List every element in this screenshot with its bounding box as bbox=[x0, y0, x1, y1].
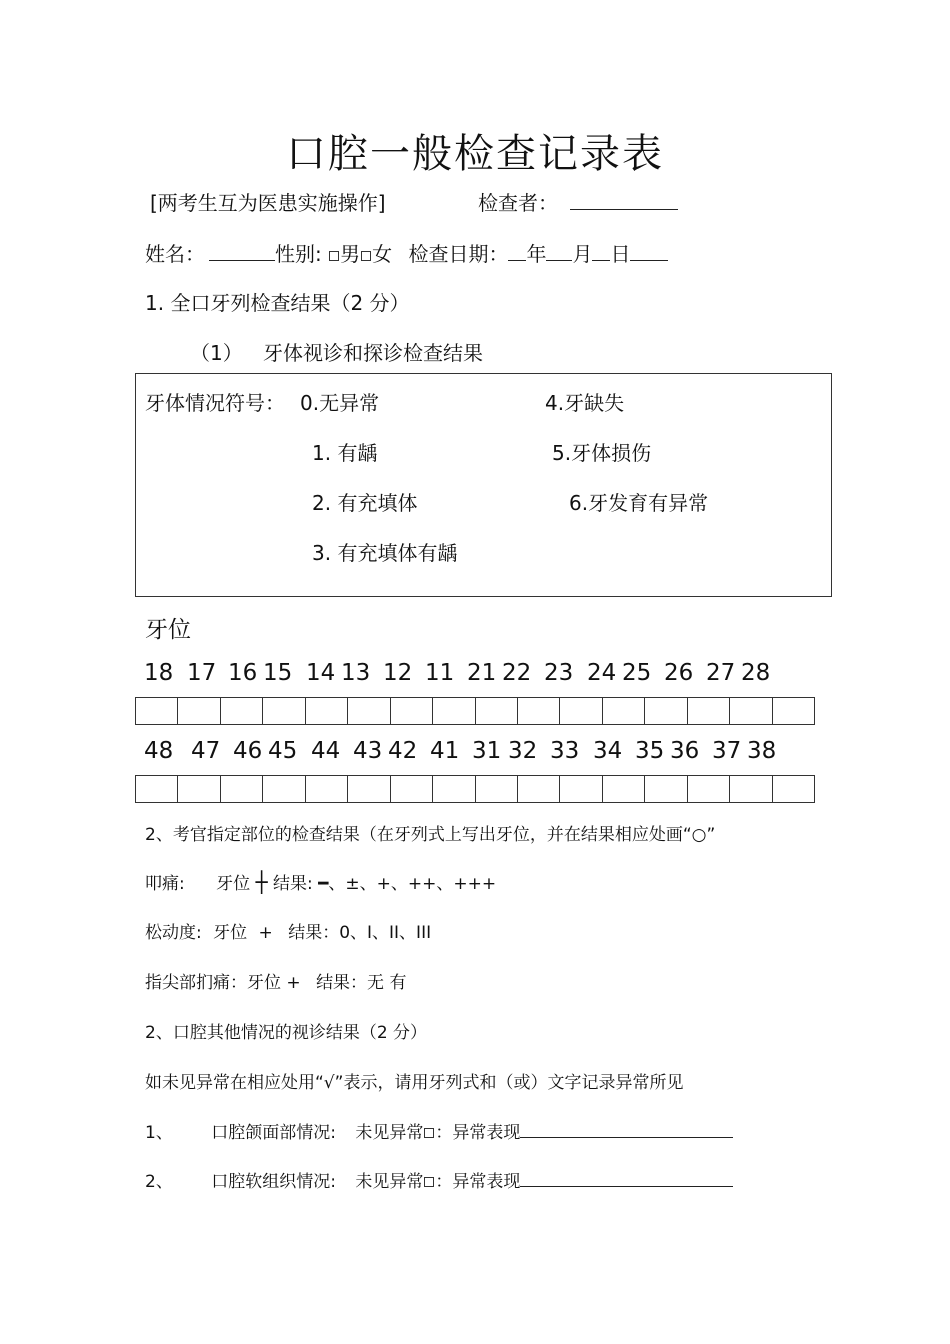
tooth-cell[interactable] bbox=[645, 776, 687, 803]
tooth-number: 14 bbox=[306, 660, 336, 686]
item2-normal-checkbox[interactable] bbox=[424, 1177, 434, 1187]
tooth-cell[interactable] bbox=[772, 698, 814, 725]
name-label: 姓名： bbox=[145, 242, 205, 266]
legend-item-4: 4.牙缺失 bbox=[545, 391, 625, 415]
tooth-number: 22 bbox=[502, 660, 532, 686]
tooth-number: 33 bbox=[550, 738, 580, 764]
tooth-number: 32 bbox=[508, 738, 538, 764]
name-field[interactable] bbox=[209, 241, 275, 261]
legend-item-1: 1. 有龋 bbox=[312, 441, 378, 465]
tooth-number: 31 bbox=[472, 738, 502, 764]
tooth-number: 12 bbox=[383, 660, 413, 686]
examiner-field[interactable] bbox=[570, 190, 678, 210]
item1-normal: 未见异常 bbox=[355, 1123, 424, 1143]
section3-instruction: 如未见异常在相应处用“√”表示，请用牙列式和（或）文字记录异常所见 bbox=[145, 1073, 684, 1093]
tooth-number: 21 bbox=[467, 660, 497, 686]
upper-teeth-grid bbox=[135, 697, 815, 725]
item1-row bbox=[145, 1118, 733, 1143]
tooth-number: 27 bbox=[706, 660, 736, 686]
tooth-cell[interactable] bbox=[517, 776, 559, 803]
tooth-cell[interactable] bbox=[602, 776, 644, 803]
tooth-number: 37 bbox=[712, 738, 742, 764]
tooth-number: 24 bbox=[587, 660, 617, 686]
tooth-cell[interactable] bbox=[263, 776, 305, 803]
lower-teeth-grid bbox=[135, 775, 815, 803]
male-checkbox[interactable] bbox=[329, 251, 339, 261]
tooth-cell[interactable] bbox=[475, 776, 517, 803]
female-label: 女 bbox=[372, 242, 393, 266]
tooth-cell[interactable] bbox=[220, 698, 262, 725]
tooth-number: 44 bbox=[311, 738, 341, 764]
fingertip-row bbox=[145, 968, 406, 993]
item2-row bbox=[145, 1167, 733, 1192]
exam-note: [两考生互为医患实施操作] bbox=[150, 191, 386, 215]
upper-teeth-numbers bbox=[0, 660, 950, 690]
tooth-cell[interactable] bbox=[560, 776, 602, 803]
year-field[interactable] bbox=[508, 241, 526, 261]
tooth-number: 34 bbox=[593, 738, 623, 764]
tooth-number: 43 bbox=[353, 738, 383, 764]
tooth-number: 36 bbox=[670, 738, 700, 764]
tooth-cell[interactable] bbox=[602, 698, 644, 725]
tooth-cell[interactable] bbox=[517, 698, 559, 725]
item1-abnormal-field[interactable] bbox=[520, 1121, 733, 1138]
day-tail-field[interactable] bbox=[630, 241, 668, 261]
percussion-result-label: 结果: bbox=[273, 874, 313, 894]
tooth-cell[interactable] bbox=[730, 698, 772, 725]
item2-abnormal-label: ：异常表现 bbox=[435, 1172, 521, 1192]
tooth-cell[interactable] bbox=[136, 776, 178, 803]
section3-heading: 2、口腔其他情况的视诊结果（2 分） bbox=[145, 1023, 428, 1043]
item2-abnormal-field[interactable] bbox=[520, 1170, 733, 1187]
lower-teeth-numbers bbox=[0, 738, 950, 768]
tooth-cell[interactable] bbox=[687, 698, 729, 725]
tooth-cell[interactable] bbox=[348, 698, 390, 725]
item1-abnormal-label: ：异常表现 bbox=[435, 1123, 521, 1143]
tooth-cell[interactable] bbox=[305, 776, 347, 803]
tooth-cell[interactable] bbox=[560, 698, 602, 725]
tooth-number: 41 bbox=[430, 738, 460, 764]
page-title: 口腔一般检查记录表 bbox=[286, 131, 664, 177]
day-label: 日 bbox=[610, 242, 631, 266]
female-checkbox[interactable] bbox=[361, 251, 371, 261]
fingertip-label: 指尖部扪痛：牙位 + bbox=[145, 973, 301, 993]
mobility-label: 松动度: bbox=[145, 923, 202, 943]
patient-info-row bbox=[145, 238, 668, 267]
tooth-cell[interactable] bbox=[263, 698, 305, 725]
section1-heading: 1. 全口牙列检查结果（2 分） bbox=[145, 291, 410, 315]
tooth-number: 48 bbox=[144, 738, 174, 764]
tooth-number: 23 bbox=[544, 660, 574, 686]
day-field[interactable] bbox=[592, 241, 610, 261]
tooth-cell[interactable] bbox=[348, 776, 390, 803]
item1-normal-checkbox[interactable] bbox=[424, 1128, 434, 1138]
tooth-number: 28 bbox=[741, 660, 771, 686]
percussion-options: ━、±、+、++、+++ bbox=[318, 874, 497, 894]
year-label: 年 bbox=[526, 242, 547, 266]
tooth-cell[interactable] bbox=[772, 776, 814, 803]
tooth-number: 13 bbox=[341, 660, 371, 686]
tooth-number: 47 bbox=[191, 738, 221, 764]
item1-label: 口腔颌面部情况: bbox=[211, 1123, 336, 1143]
tooth-number: 35 bbox=[635, 738, 665, 764]
tooth-number: 15 bbox=[263, 660, 293, 686]
tooth-cell[interactable] bbox=[475, 698, 517, 725]
month-label: 月 bbox=[572, 242, 593, 266]
legend-item-5: 5.牙体损伤 bbox=[552, 441, 652, 465]
tooth-number: 45 bbox=[268, 738, 298, 764]
tooth-cell[interactable] bbox=[687, 776, 729, 803]
mobility-result: 结果：0、I、II、III bbox=[288, 923, 432, 943]
legend-item-0: 0.无异常 bbox=[300, 391, 380, 415]
tooth-cell[interactable] bbox=[645, 698, 687, 725]
tooth-number: 42 bbox=[388, 738, 418, 764]
item1-number: 1、 bbox=[145, 1123, 173, 1143]
legend-item-3: 3. 有充填体有龋 bbox=[312, 541, 458, 565]
percussion-label: 叩痛: bbox=[145, 874, 185, 894]
tooth-number: 11 bbox=[425, 660, 455, 686]
tooth-number: 26 bbox=[664, 660, 694, 686]
tooth-cell[interactable] bbox=[305, 698, 347, 725]
percussion-row bbox=[145, 869, 496, 894]
gender-label: 性别: bbox=[275, 242, 322, 266]
tooth-position-label: 牙位 bbox=[145, 617, 191, 643]
tooth-cell[interactable] bbox=[433, 776, 475, 803]
tooth-cell[interactable] bbox=[730, 776, 772, 803]
tooth-cell[interactable] bbox=[136, 698, 178, 725]
section1-sub-title: 牙体视诊和探诊检查结果 bbox=[263, 341, 483, 365]
tooth-number: 16 bbox=[228, 660, 258, 686]
tooth-cell[interactable] bbox=[433, 698, 475, 725]
examiner-label: 检查者： bbox=[478, 191, 558, 215]
tooth-number: 25 bbox=[622, 660, 652, 686]
tooth-cell[interactable] bbox=[390, 698, 432, 725]
tooth-cell[interactable] bbox=[178, 698, 220, 725]
item2-number: 2、 bbox=[145, 1172, 173, 1192]
tooth-cell[interactable] bbox=[390, 776, 432, 803]
tooth-number: 17 bbox=[187, 660, 217, 686]
tooth-number: 18 bbox=[144, 660, 174, 686]
section2-heading: 2、考官指定部位的检查结果（在牙列式上写出牙位，并在结果相应处画“○” bbox=[145, 825, 716, 845]
examiner-row bbox=[478, 187, 678, 216]
legend-item-6: 6.牙发育有异常 bbox=[569, 491, 709, 515]
tooth-cell[interactable] bbox=[220, 776, 262, 803]
date-label: 检查日期： bbox=[408, 242, 509, 266]
mobility-row bbox=[145, 918, 431, 943]
item2-label: 口腔软组织情况: bbox=[211, 1172, 336, 1192]
cross-icon: ┼ bbox=[255, 870, 268, 894]
tooth-number: 46 bbox=[233, 738, 263, 764]
male-label: 男 bbox=[340, 242, 361, 266]
tooth-cell[interactable] bbox=[178, 776, 220, 803]
tooth-number: 38 bbox=[747, 738, 777, 764]
legend-item-2: 2. 有充填体 bbox=[312, 491, 418, 515]
item2-normal: 未见异常 bbox=[355, 1172, 424, 1192]
legend-label: 牙体情况符号： bbox=[145, 391, 285, 415]
mobility-position: 牙位 bbox=[213, 923, 248, 943]
percussion-position: 牙位 bbox=[216, 874, 251, 894]
cross-icon: + bbox=[258, 923, 273, 943]
fingertip-result: 结果：无 有 bbox=[316, 973, 407, 993]
section1-sub-number: （1） bbox=[190, 341, 243, 365]
month-field[interactable] bbox=[546, 241, 572, 261]
